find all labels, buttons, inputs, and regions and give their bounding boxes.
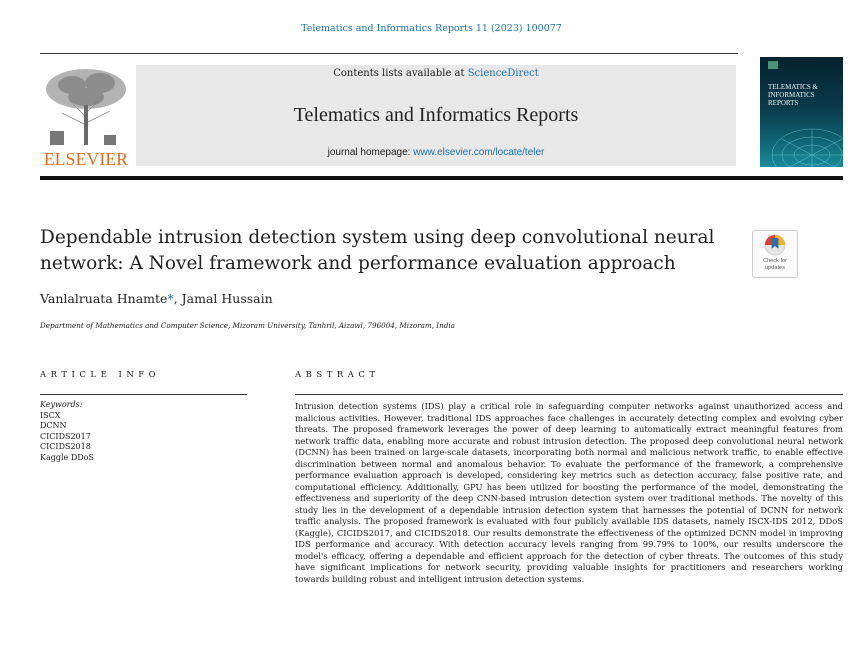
abstract-rule [295, 394, 843, 395]
journal-banner [136, 65, 736, 166]
keyword: ISCX [40, 410, 61, 420]
bookmark-ribbon-icon [753, 231, 797, 259]
network-globe-icon [760, 109, 843, 167]
homepage-link[interactable]: www.elsevier.com/locate/teler [413, 147, 545, 158]
journal-cover[interactable] [760, 57, 843, 167]
publisher-logo[interactable] [40, 65, 132, 168]
check-for-updates-label: Check for updates [763, 258, 787, 271]
journal-reference[interactable]: Telematics and Informatics Reports 11 (2023) 100077 [301, 23, 562, 34]
check-for-updates-badge[interactable] [752, 230, 798, 278]
corresponding-author-mark[interactable]: * [167, 291, 174, 306]
contents-line: Contents lists available at ScienceDirect [333, 68, 539, 79]
author-name[interactable]: Vanlalruata Hnamte [40, 291, 168, 306]
header-rule [40, 53, 738, 54]
article-info-heading: ARTICLE INFO [40, 370, 161, 380]
keywords-label: Keywords: [40, 400, 83, 409]
publisher-mini-logo-icon [768, 61, 778, 69]
keyword: CICIDS2018 [40, 442, 91, 451]
article-title: Dependable intrusion detection system using deep convolutional neural network: A Novel framework and performance evaluation approach [40, 227, 715, 274]
article-info-rule [40, 394, 247, 395]
keywords-block [40, 400, 240, 463]
homepage-line: journal homepage: www.elsevier.com/locate/teler [327, 147, 545, 158]
author-name[interactable]: Jamal Hussain [181, 291, 273, 306]
abstract-heading: ABSTRACT [295, 370, 380, 380]
journal-title: Telematics and Informatics Reports [293, 104, 579, 126]
sciencedirect-link[interactable]: ScienceDirect [467, 68, 539, 79]
tree-icon [40, 65, 132, 149]
abstract-text: Intrusion detection systems (IDS) play a critical role in safeguarding computer networks against unauthorized access and malicious activities. However, traditional IDS approaches face challenges in accurately detecting complex and evolving cyber threats. The proposed framework leverages the power of deep learning to automatically extract meaningful features from network traffic data, enabling more accurate and robust intrusion detection. The proposed deep convolutional neural network (DCNN) has been trained on large-scale datasets, incorporating both normal and malicious network traffic, to enable effective discrimination between normal and anomalous behavior. To evaluate the performance of the framework, a comprehensive performance evaluation approach is developed, considering key metrics such as detection accuracy, false positive rate, and computational efficiency. Additionally, GPU has been utilized for boosting the performance of the model, demonstrating the effectiveness and superiority of the deep CNN-based intrusion detection system over traditional methods. The novelty of this study lies in the development of a dependable intrusion detection system that harnesses the potential of DCNN for network traffic analysis. The proposed framework is evaluated with four publicly available IDS datasets, namely ISCX-IDS 2012, DDoS (Kaggle), CICIDS2017, and CICIDS2018. Our results demonstrate the effectiveness of the optimized DCNN model in improving IDS performance and accuracy. With detection accuracy levels ranging from 99.79% to 100%, our results underscore the model's efficacy, offering a dependable and efficient approach for the detection of cyber threats. The outcomes of this study have significant implications for network security, providing valuable insights for practitioners and researchers working towards building robust and intelligent intrusion detection systems. [295, 401, 843, 584]
keyword: CICIDS2017 [40, 431, 91, 441]
author-list: Vanlalruata Hnamte*, Jamal Hussain [40, 291, 273, 306]
cover-title: TELEMATICS & INFORMATICS REPORTS [768, 83, 818, 107]
publisher-name: ELSEVIER [43, 149, 129, 169]
masthead-rule [40, 176, 843, 180]
keyword: DCNN [40, 421, 67, 430]
keyword: Kaggle DDoS [40, 452, 94, 462]
affiliation: Department of Mathematics and Computer Science, Mizoram University, Tanhril, Aizawl, 796004, Mizoram, India [40, 321, 455, 330]
